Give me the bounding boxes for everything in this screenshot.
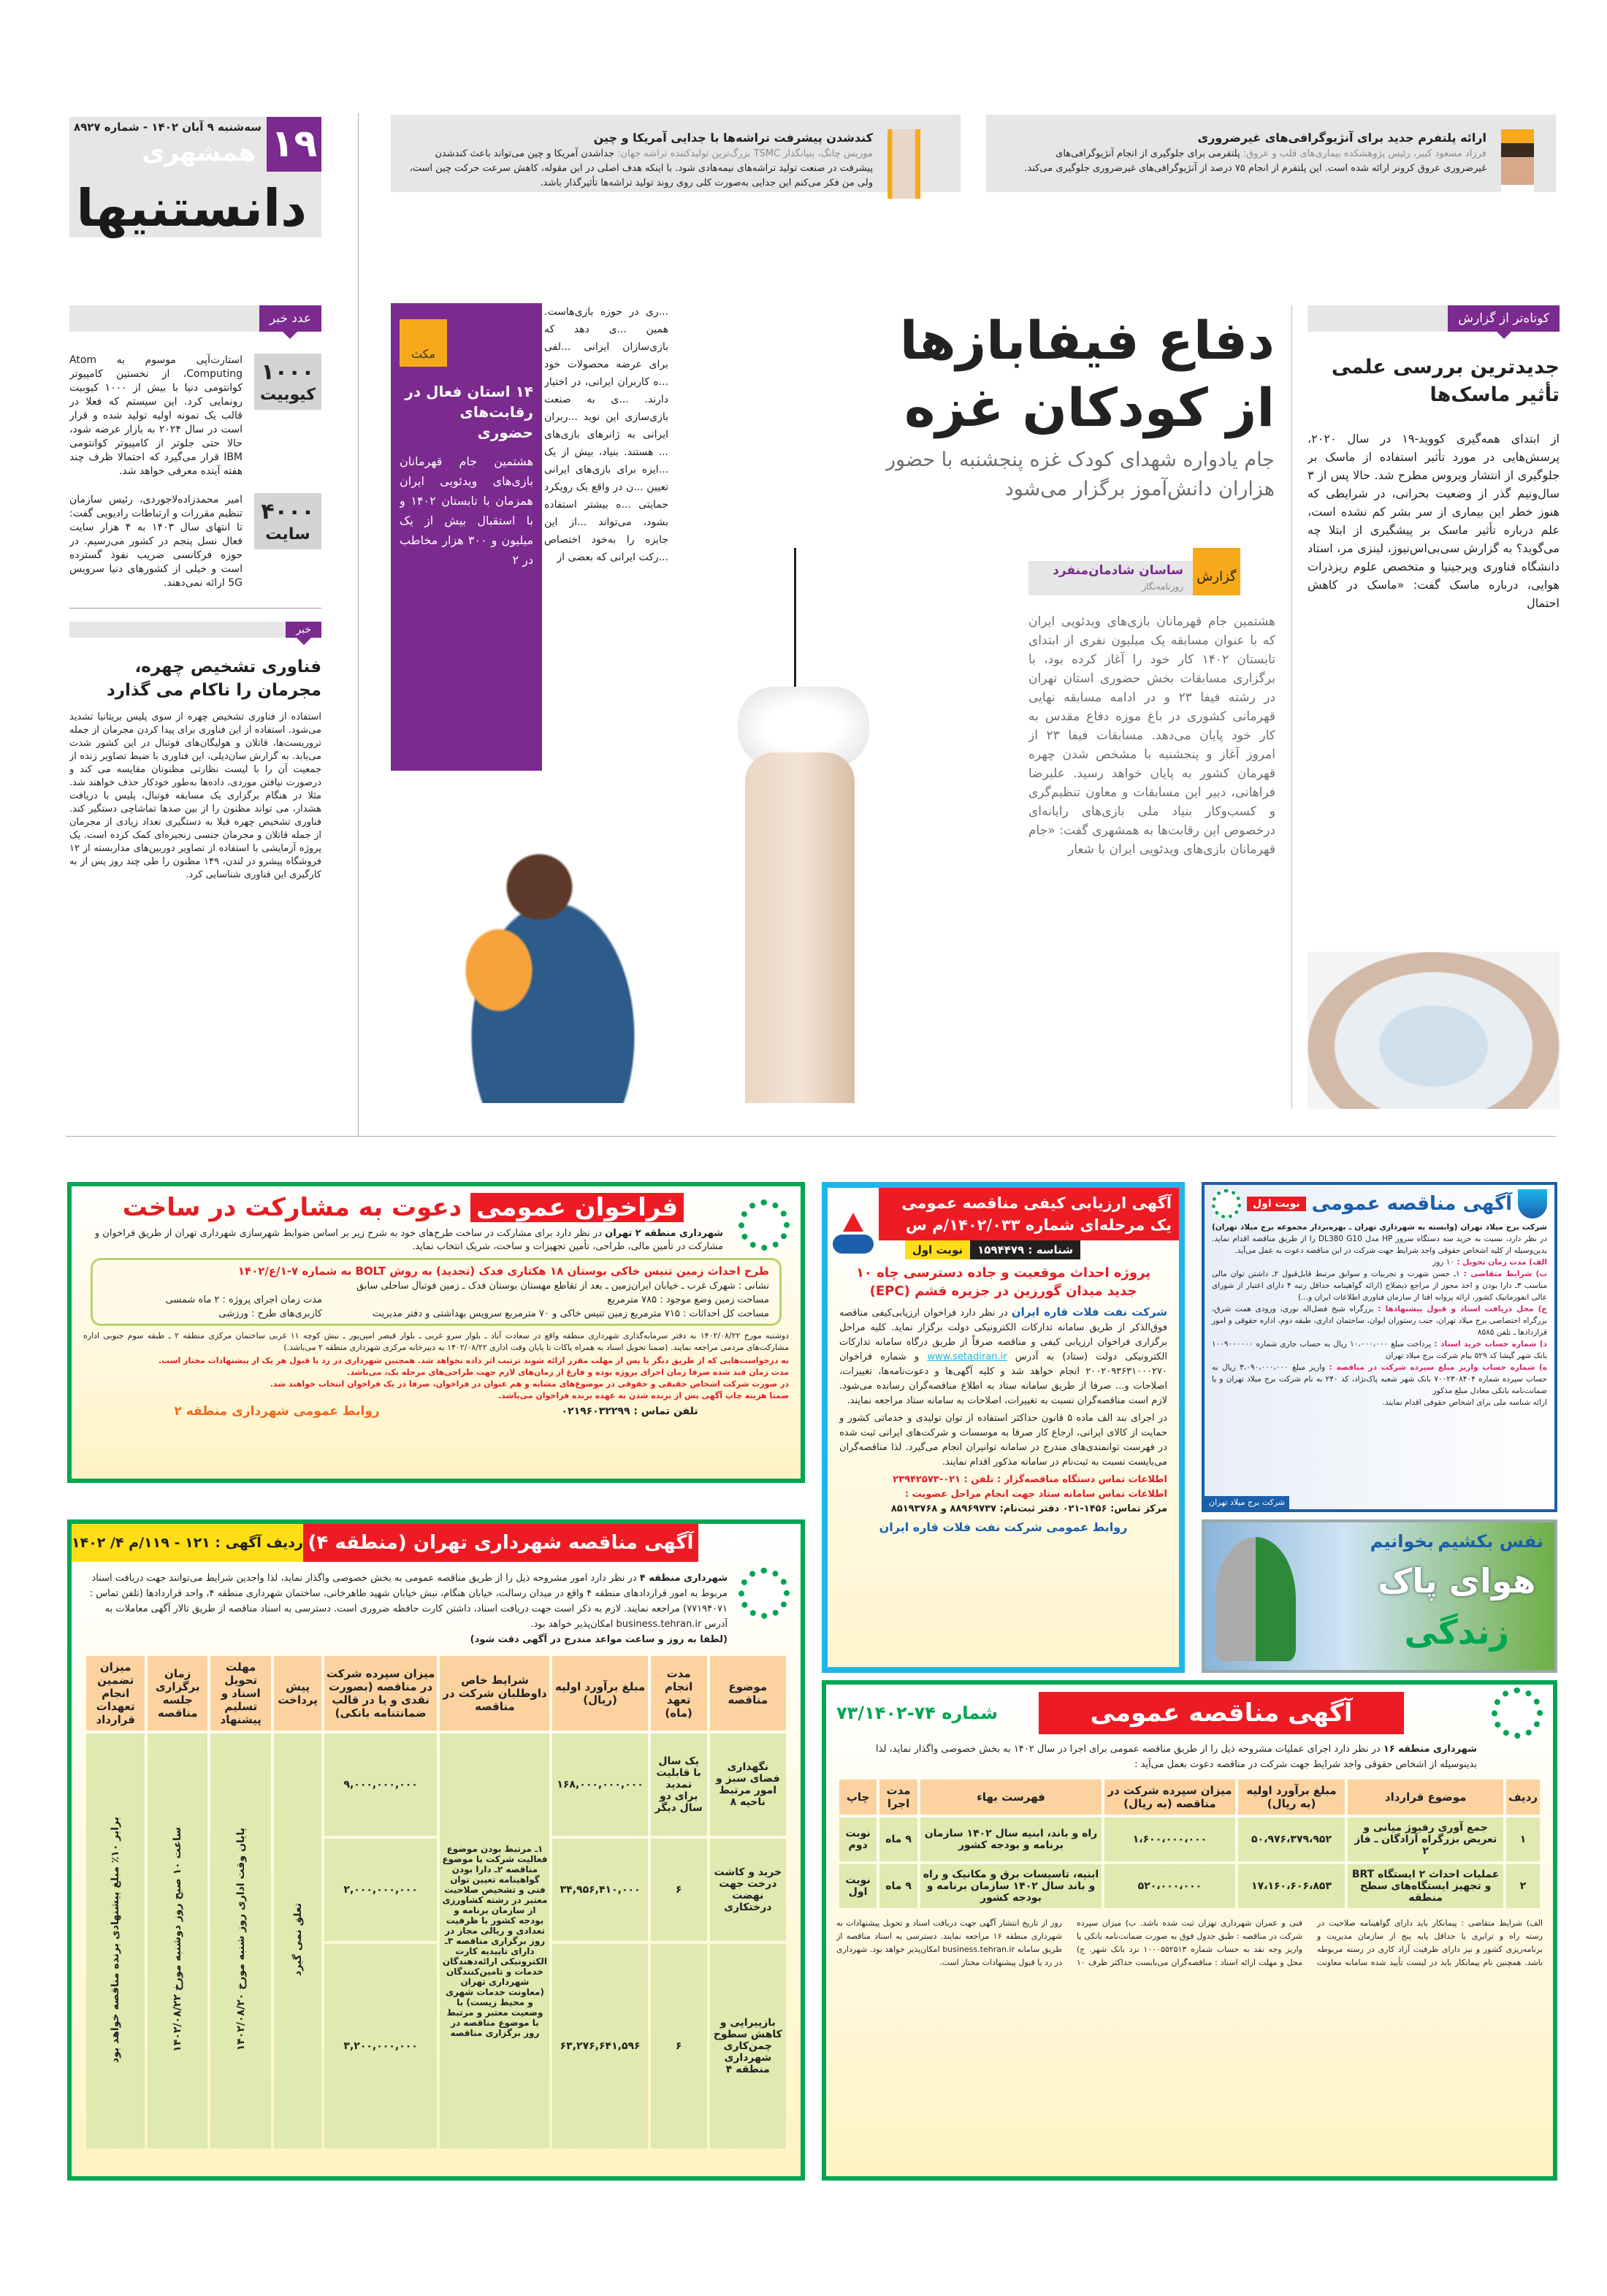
table-row xyxy=(86,1734,786,1836)
ad-clean-air: نفس بکشیم بخوانیم هوای پاک زندگی xyxy=(1202,1519,1557,1673)
table-cell: ۳,۲۰۰,۰۰۰,۰۰۰ xyxy=(324,1944,438,2148)
tender-condition xyxy=(1212,1303,1547,1338)
tehran-municipality-logo xyxy=(738,1200,790,1251)
sidebar-body: هشتمین جام قهرمانان بازی‌های ویدئویی ایران همزمان با تابستان ۱۴۰۲ و با استقبال بیش از یک میلیون و ۳۰۰ هزار مخاطب در ۲ xyxy=(400,454,533,567)
table-cell: نوبت دوم xyxy=(839,1818,877,1861)
table-cell: ۵۲۰،۰۰۰،۰۰۰ xyxy=(1104,1864,1235,1908)
issue-date: سه‌شنبه ۹ آبان ۱۴۰۲ - شماره ۸۹۲۷ xyxy=(73,121,262,134)
mask-photo xyxy=(1308,952,1560,1109)
table-header: پیش پرداخت xyxy=(274,1656,321,1731)
table-cell: ۹ ماه xyxy=(879,1864,917,1908)
table-cell: ۹ ماه xyxy=(879,1818,917,1861)
table-header: میزان سپرده شرکت در مناقصه (به ریال) xyxy=(1104,1780,1235,1815)
table-cell: ۶۳,۲۷۶,۶۴۱,۵۹۶ xyxy=(552,1944,647,2148)
table-header: مدت اجرا xyxy=(879,1780,917,1815)
table-header: فهرست بهاء xyxy=(920,1780,1102,1815)
table-cell: ۲ xyxy=(1506,1864,1540,1908)
table-cell: ابنیه، تاسیسات برق و مکانیک و راه و باند سال ۱۴۰۲ سازمان برنامه و بودجه کشور xyxy=(920,1864,1102,1908)
table-cell: نگهداری فضای سبز و امور مرتبط ناحیه ۸ xyxy=(710,1734,786,1836)
condition-label: ج) محل دریافت اسناد و قبول پیشنهادها : xyxy=(1378,1305,1547,1313)
table-header: مبلغ برآورد اولیه (به ریال) xyxy=(1238,1780,1345,1815)
table-cell: ۵۰،۹۷۶،۳۷۹،۹۵۲ xyxy=(1238,1818,1345,1861)
main-headline: دفاع فیفابازها از کودکان غزه جام یادواره شهدای کودک غزه پنجشنبه با حضور هزاران دانش‌آموز برگزار می‌شود xyxy=(840,307,1275,504)
number-item: ۴۰۰۰ سایت امیر محمدزاده‌لاجوردی، رئیس سازمان تنظیم مقررات و ارتباطات رادیویی گفت: تا انتهای سال ۱۴۰۳ به ۴ هزار سایت فعال نسل پنجم در کشور می‌رسیم. در حوزه فرکانسی ضریب نفوذ گسترده است و خیلی از کشورهای دنیا سرویس 5G ارائه نمی‌دهند. xyxy=(69,493,321,590)
table-header: مهلت تحویل اسناد و تسلیم پیشنهاد xyxy=(210,1656,271,1731)
table-cell: ۱،۶۰۰،۰۰۰،۰۰۰ xyxy=(1104,1818,1235,1861)
tehran-municipality-logo xyxy=(738,1568,790,1619)
item-title: کندشدن پیشرفت تراشه‌ها با جدایی آمریکا و چین xyxy=(593,131,873,145)
section-title: دانستنیها xyxy=(76,178,307,238)
father-son-illustration xyxy=(391,771,661,1103)
table-header: مبلغ برآورد اولیه (ریال) xyxy=(552,1656,647,1731)
byline xyxy=(1028,561,1240,595)
table-cell: ۹,۰۰۰,۰۰۰,۰۰۰ xyxy=(324,1734,438,1836)
ad-milad: آگهی مناقصه عمومی نوبت اول شرکت برج میلاد تهران (وابسته به شهرداری تهران ـ بهره‌بردار مجموعه برج میلاد تهران) در نظر دارد، نسبت به خرید سه دستگاه سرور HP مدل DL380 G10 را از طریق مناقصه اقدام نماید. بدین‌وسیله از کلیه اشخاص حقوقی واجد شرایط جهت شرکت در این مناقصه دعوت به عمل می‌آید. الف) مدت زمان تحویل : ۱۰ روز ب) شرایط متقاضی : ۱ـ حسن شهرت و تجربیات و سوابق مرتبط قابل‌قبول ۲ـ داشتن توان مالی مناسب ۳ـ دارا بودن و اخذ مجوز از مراجع ذیصلاح (ارائه گواهینامه حداقل رتبه ۴ دارای اعتبار از شورای عالی انفورماتیک کشور، ارائه پروانه افتا از سازمان فناوری اطلاعات ایران و...) ج) محل دریافت اسناد و قبول پیشنهادها : بزرگراه شیخ فضل‌اله نوری، ورودی همت شرق، بزرگراه اختصاصی برج میلاد تهران، جنب رستوران ایوان، ساختمان اداری، طبقه دوم، اداره حقوقی و امور قراردادها ـ تلفن ۸۵۸۵ د) شماره حساب خرید اسناد : پرداخت مبلغ ۱۰،۰۰۰،۰۰۰ ریال به حساب جاری شماره ۱۰۰۹۰۰۰۰۰۰ بانک شهر گیشا کد ۵۲۹ بنام شرکت برج میلاد تهران ه) شماره حساب واریز مبلغ سپرده شرکت در مناقصه : واریز مبلغ ۳،۰۹۰،۰۰۰،۰۰۰ ریال به حساب سپرده شماره ۷۰۰۲۳۰۸۴۰۴ بانک شهر شعبه پاک‌نژاد، کد ۲۴۰ به نام شرکت برج میلاد تهران و یا ضمانت‌نامه بانکی معادل مبلغ مذکور ارائه شناسه ملی برای اشخاص حقوقی اقدام نمایند. شرکت برج میلاد تهران xyxy=(1202,1182,1557,1512)
condition-label: ه) شماره حساب واریز مبلغ سپرده شرکت در مناقصه : xyxy=(1329,1363,1547,1372)
author-name: ساسان شادمان‌منفرد xyxy=(1053,563,1183,578)
condition-label: د) شماره حساب خرید اسناد : xyxy=(1434,1340,1547,1349)
table-cell: ۱۷،۱۶۰،۶۰۶،۸۵۳ xyxy=(1238,1864,1345,1908)
session-text: ساعت ۱۰ صبح روز دوشنبه مورخ ۱۴۰۲/۰۸/۲۲ xyxy=(172,1827,184,2052)
table-cell: ۶ xyxy=(651,1839,707,1941)
article-body: از ابتدای همه‌گیری کووید-۱۹ در سال ۲۰۲۰، پرسش‌هایی در مورد تأثیر استفاده از ماسک بر جلوگیری از انتشار ویروس مطرح شد. حالا پس از ۳ سال‌ونیم گذر از وضعیت بحرانی، در شرایطی که هنوز خطر این بیماری از سر بشر کم نشده است، علم درباره تأثیر ماسک بر پیشگیری از ابتلا چه می‌گوید؟ به گزارش سی‌بی‌اس‌نیوز، لینزی مر، استاد دانشگاه فناوری ویرجینیا و متخصص علوم ریزذرات هوایی، درباره ماسک گفت: «ماسک در کاهش احتمال xyxy=(1308,432,1560,610)
table-header: موضوع قرارداد xyxy=(1348,1780,1503,1815)
table-header: زمان برگزاری جلسه مناقصه xyxy=(148,1656,207,1731)
section-tag: عدد خبر xyxy=(259,305,321,332)
tender-table xyxy=(83,1653,789,2151)
portrait-photo xyxy=(888,129,920,199)
item-body: پلتفرمی برای جلوگیری از انجام آنژیوگرافی‌های غیرضروری عروق کرونر ارائه شده است. این پلتفرم از انجام ۷۵ درصد از آنژیوگرافی‌های غیرضروری جلوگیری می‌کند. xyxy=(1024,148,1486,174)
item-title: ارائه پلتفرم جدید برای آنژیوگرافی‌های غیرضروری xyxy=(1197,131,1486,145)
guarantee-text: برابر ۱۰٪ مبلغ پیشنهادی برنده مناقصه خواهد بود xyxy=(110,1816,122,2063)
article-title: جدیدترین بررسی علمی تأثیر ماسک‌ها xyxy=(1331,356,1560,406)
table-cell: ۶ xyxy=(651,1944,707,2148)
session-cell xyxy=(148,1734,207,2148)
condition-text: بزرگراه شیخ فضل‌اله نوری، ورودی همت شرق، بزرگراه اختصاصی برج میلاد تهران، جنب رستوران ایوان، ساختمان اداری، طبقه دوم، اداره حقوقی و امور قراردادها ـ تلفن ۸۵۸۵ xyxy=(1212,1305,1547,1337)
table-header: ردیف xyxy=(1506,1780,1540,1815)
sidebar-title: ۱۴ استان فعال در رقابت‌های حضوری xyxy=(405,383,533,441)
condition-text: پرداخت مبلغ ۱۰،۰۰۰،۰۰۰ ریال به حساب جاری شماره ۱۰۰۹۰۰۰۰۰۰ بانک شهر گیشا کد ۵۲۹ بنام شرکت برج میلاد تهران xyxy=(1212,1340,1547,1360)
main-subtitle: جام یادواره شهدای کودک غزه پنجشنبه با حضور هزاران دانش‌آموز برگزار می‌شود xyxy=(885,449,1275,500)
deadline-text: پایان وقت اداری روز شنبه مورخ ۱۴۰۲/۰۸/۲۰ xyxy=(234,1828,247,2051)
table-cell: ۱ xyxy=(1506,1818,1540,1861)
main-body-col1: هشتمین جام قهرمانان بازی‌های ویدئویی ایران که با عنوان مسابقه یک میلیون نفری از ابتدای تابستان ۱۴۰۲ کار خود را آغاز کرده بود، با برگزاری مسابقات بخش حضوری استان تهران در رشته فیفا ۲۳ و در ادامه مسابقه نهایی قهرمانی کشوری در باغ موزه دفاع مقدس به کار خود پایان می‌دهد. مسابقات فیفا ۲۳ از امروز آغاز و پنجشنبه با مشخص شدن چهره قهرمان کشور به پایان خواهد رسید. علیرضا فراهانی، دبیر این مسابقات و معاون تنظیم‌گری و کسب‌وکار بنیاد ملی بازی‌های رایانه‌ای درخصوص این رقابت‌ها به همشهری گفت: «جام قهرمانان بازی‌های ویدئویی ایران با شعار xyxy=(1028,614,1275,857)
left-column xyxy=(69,305,321,882)
main-body-col3: ...ری در حوزه بازی‌هاست. همین ...ی دهد که بازی‌سازان ایرانی ...لفی برای عرضه محصولات خود ...ه کاربران ایرانی، در اختیار دارند. ...ی به صنعت بازی‌سازی این نوید ...ربران ایرانی به ژانرهای بازی‌های ... هستند. بنیاد، بیش از یک ...ایزه برای بازی‌های ایرانی تعیین ...ن در واقع یک رویکرد حمایتی ...ه بیشتر استفاده بشود، می‌تواند ...از این جایزه را به‌خود اختصاص ...رکت ایرانی که بعضی از xyxy=(544,306,668,563)
condition-text: واریز مبلغ ۳،۰۹۰،۰۰۰،۰۰۰ ریال به حساب سپرده شماره ۷۰۰۲۳۰۸۴۰۴ بانک شهر شعبه پاک‌نژاد، کد ۲۴۰ به نام شرکت برج میلاد تهران و یا ضمانت‌نامه بانکی معادل مبلغ مذکور xyxy=(1212,1363,1547,1395)
table-header: مدت انجام تعهد (ماه) xyxy=(651,1656,707,1731)
table-cell: ۲,۰۰۰,۰۰۰,۰۰۰ xyxy=(324,1839,438,1941)
table-header: میزان تضمین انجام تعهدات قرارداد xyxy=(86,1656,145,1731)
milad-logo xyxy=(1518,1189,1547,1218)
divider xyxy=(358,113,359,1136)
deadline-cell xyxy=(210,1734,271,2148)
ad-region4: آگهی مناقصه شهرداری تهران (منطقه ۴) ردیف آگهی : ۱۲۱ - ۱۱۹/م ۴/ ۱۴۰۲ شهرداری منطقه ۴ در نظر دارد امور مشروحه ذیل را از طریق مناقصه عمومی به بخش خصوصی واگذار نماید، لذا واجدین شرایط می‌توانند جهت دریافت اسناد مربوط به امور قراردادهای منطقه ۴ واقع در میدان رسالت، خیابان هنگام، نبش خیابان شهید طاهرخانی، ساختمان شهرداری منطقه ۴، واحد قراردادها (تلفن تماس : ۷۷۱۹۴۰۷۱) مراجعه نمایند. لازم به ذکر است جهت دریافت اسناد، داشتن کارت حافظه ضروری است. دسترسی به اسناد مناقصه از طریق تالار آگهی معاملات به آدرس business.tehran.ir امکان‌پذیر خواهد بود. (لطفا به روز و ساعت مواعد مندرج در آگهی دقت شود) موضوع مناقصه مدت انجام تعهد (ماه) مبلغ برآورد اولیه (ریال) شرایط خاص داوطلبان شرکت در مناقصه میزان سپرده شرکت در مناقصه (بصورت نقدی و یا در قالب ضمانتنامه بانکی) پیش پرداخت مهلت تحویل اسناد و تسلیم پیشنهاد زمان برگزاری جلسه مناقصه میزان تضمین انجام تعهدات قرارداد نگهداری فضای سبز و امور مرتبط ناحیه ۸ یک سال با قابلیت تمدید برای دو سال دیگر ۱۶۸,۰۰۰,۰۰۰,۰۰۰ ۱ـ مرتبط بودن موضوع فعالیت شرکت با موضوع مناقصه ۲ـ دارا بودن گواهینامه تعیین توان فنی و تشخیص صلاحیت معتبر در رشته کشاورزی از سازمان برنامه و بودجه کشور با ظرفیت تعدادی و ریالی مجاز در روز برگزاری مناقصه ۳ـ دارای تاییدیه کارت الکترونیکی ارائه‌دهندگان خدمات و تامین‌کنندگان شهرداری تهران (معاونت خدمات شهری و محیط زیست) با وضعیت معتبر و مرتبط با موضوع مناقصه در روز برگزاری مناقصه ۹,۰۰۰,۰۰۰,۰۰۰ تعلق نمی گیرد پایان وقت اداری روز شنبه مورخ ۱۴۰۲/۰۸/۲۰ ساعت ۱۰ صبح روز دوشنبه مورخ ۱۴۰۲/۰۸/۲۲ برابر ۱۰٪ مبلغ پیشنهادی برنده مناقصه خواهد بود خرید و کاشت درخت جهت نهضت درختکاری ۶ ۳۴,۹۵۶,۴۱۰,۰۰۰ ۲,۰۰۰,۰۰۰,۰۰۰ بازپیرایی و کاهش سطوح چمن‌کاری شهرداری منطقه ۴ ۶ ۶۳,۲۷۶,۶۴۱,۵۹۶ ۳,۲۰۰,۰۰۰,۰۰۰ xyxy=(67,1519,805,2181)
news-tag: خبر xyxy=(286,622,321,638)
author-role: روزنامه‌نگار xyxy=(1142,581,1183,592)
item-source: موریس چانگ، بنیانگذار TSMC بزرگ‌ترین تولیدکننده تراشه جهان: xyxy=(617,148,873,159)
tender-condition xyxy=(1212,1338,1547,1362)
nioc-logo xyxy=(831,1202,875,1268)
table-header: موضوع مناقصه xyxy=(710,1656,786,1731)
table-cell: عملیات احداث ۲ ایستگاه BRT و تجهیز ایستگاه‌های سطح منطقه xyxy=(1348,1864,1503,1908)
prepayment-text: تعلق نمی گیرد xyxy=(291,1903,304,1976)
ad-region16: آگهی مناقصه عمومی شماره ۷۴-۷۳/۱۴۰۲ شهرداری منطقه ۱۶ در نظر دارد اجرای عملیات مشروحه ذیل را از طریق مناقصه عمومی برای اجرا در سال ۱۴۰۲ به بخش خصوصی واگذار نماید، لذا بدینوسیله از اشخاص حقوقی واجد شرایط جهت شرکت در مناقصه دعوت بعمل می‌آید : ردیف موضوع قرارداد مبلغ برآورد اولیه (به ریال) میزان سپرده شرکت در مناقصه (به ریال) فهرست بهاء مدت اجرا چاپ ۱ جمع آوری رفیوژ میانی و تعریض بزرگراه آزادگان ـ فاز ۲ ۵۰،۹۷۶،۳۷۹،۹۵۲ ۱،۶۰۰،۰۰۰،۰۰۰ راه و باند، ابنیه سال ۱۴۰۲ سازمان برنامه و بودجه کشور ۹ ماه نوبت دوم ۲ عملیات احداث ۲ ایستگاه BRT و تجهیز ایستگاه‌های سطح منطقه ۱۷،۱۶۰،۶۰۶،۸۵۳ ۵۲۰،۰۰۰،۰۰۰ ابنیه، تاسیسات برق و مکانیک و راه و باند سال ۱۴۰۲ سازمان برنامه و بودجه کشور ۹ ماه نوبت اول الف) شرایط متقاضی : پیمانکار باید دارای گواهینامه صلاحیت در رسته راه و ترابری یا حداقل پایه پنج از سازمان مدیریت و برنامه‌ریزی کشور و نیز دارای ظرفیت آزاد کاری در رسته مربوطه باشد. همچنین نام پیمانکار باید در لیست تأیید شده سامانه معاونت فنی و عمران شهرداری تهران ثبت شده باشد. ب) میزان سپرده شرکت در مناقصه : طبق جدول فوق به صورت ضمانت‌نامه بانکی یا واریز وجه نقد به حساب شماره ۱۰۰۰۵۵۲۵۱۳ نزد بانک شهر. ج) محل و مهلت ارائه اسناد : مناقصه‌گران می‌بایست حداکثر ظرف ۱۰ روز از تاریخ انتشار آگهی جهت دریافت اسناد و تحویل پیشنهادات به شهرداری منطقه ۱۶ مراجعه نمایند. دسترسی به اسناد مناقصه از طریق سامانه business.tehran.ir امکان‌پذیر خواهد بود. شهرداری در رد یا قبول پیشنهادات مختار است. xyxy=(822,1680,1557,2181)
news-title: فناوری تشخیص چهره، مجرمان را ناکام می گذارد xyxy=(106,657,321,700)
tender-table xyxy=(836,1777,1543,1911)
table-cell: یک سال با قابلیت تمدید برای دو سال دیگر xyxy=(651,1734,707,1836)
table-cell: راه و باند، ابنیه سال ۱۴۰۲ سازمان برنامه و بودجه کشور xyxy=(920,1818,1102,1861)
table-header: چاپ xyxy=(839,1780,877,1815)
masthead xyxy=(69,117,321,241)
condition-label: ب) شرایط متقاضی : xyxy=(1463,1270,1548,1278)
tender-condition xyxy=(1212,1256,1547,1268)
setadiran-link[interactable]: www.setadiran.ir xyxy=(927,1351,1007,1362)
tender-condition xyxy=(1212,1362,1547,1397)
item-body: جداشدن آمریکا و چین می‌تواند باعث کندشدن پیشرفت در صنعت تولید تراشه‌های نیمه‌هادی شود. با اینکه هدف اصلی در این مقوله، کاهش سرعت حرکت چین است، ولی من فکر می‌کنم این جدایی به‌صورت کلی روی روند تولید تراشه‌ها تأثیرگذار باشد. xyxy=(409,148,873,188)
prepayment-cell xyxy=(274,1734,321,2148)
condition-label: الف) مدت زمان تحویل : xyxy=(1457,1258,1547,1267)
right-column xyxy=(1308,305,1560,1109)
condition-text: ۱ـ حسن شهرت و تجربیات و سوابق مرتبط قابل‌قبول ۲ـ داشتن توان مالی مناسب ۳ـ دارا بودن و اخذ مجوز از مراجع ذیصلاح (ارائه گواهینامه حداقل رتبه ۴ دارای اعتبار از شورای عالی انفورماتیک کشور، ارائه پروانه افتا از سازمان فناوری اطلاعات ایران و...) xyxy=(1212,1270,1547,1302)
tree-head-image xyxy=(1215,1537,1296,1661)
table-cell: ۳۴,۹۵۶,۴۱۰,۰۰۰ xyxy=(552,1839,647,1941)
section-tag: کوتاه‌تر از گزارش xyxy=(1448,305,1560,332)
tender-condition xyxy=(1212,1268,1547,1303)
table-cell: خرید و کاشت درخت جهت نهضت درختکاری xyxy=(710,1839,786,1941)
table-cell: جمع آوری رفیوژ میانی و تعریض بزرگراه آزادگان ـ فاز ۲ xyxy=(1348,1818,1503,1861)
news-body: استفاده از فناوری تشخیص چهره از سوی پلیس بریتانیا تشدید می‌شود. استفاده از این فناوری برای پیدا کردن مجرمان از جمله تروریست‌ها، قاتلان و هولیگان‌های فوتبال در این کشور شدت می‌یابد. به گزارش سان‌دیلی، این فناوری با ضبط تصاویر زنده از جمعیت آن را با لیست نظارتی مظنونان مقایسه می کند و درصورت نیافتن موردی، داده‌ها به‌طور خودکار حذف خواهند شد. مثلا در هنگام برگزاری یک مسابقه فوتبال، پلیس با دریافت هشدار، می تواند مظنون را از بین صدها تماشاچی دستگیر کند. فناوری تشخیص چهره قبلا به دستگیری تعداد زیادی از مجرمان از جمله قاتلان و مجرمان جنسی زنجیره‌ای کمک کرده است. یک پروژه آزمایشی با استفاده از تصاویر دوربین‌های مداربسته از ۱۲ فروشگاه پیشرو در لندن، ۱۴۹ مظنون را طی چند روز پس از به کارگیری این فناوری شناسایی کرد. xyxy=(69,712,321,880)
ad-oil: آگهی ارزیابی کیفی مناقصه عمومی یک مرحله‌ای شماره ۱۴۰۲/۰۳۳/م س شناسه : ۱۵۹۴۴۷۹ نوبت اول پروژه احداث موقعیت و جاده دسترسی چاه ۱۰ جدید میدان گورزین در جزیره قشم (EPC) شرکت نفت فلات قاره ایران در نظر دارد فراخوان ارزیابی‌کیفی مناقصه فوق‌الذکر از طریق سامانه تدارکات الکترونیکی دولت برگزار نماید. کلیه مراحل برگزاری فراخوان ارزیابی کیفی و مناقصه صرفاً از طریق درگاه سامانه تدارکات الکترونیکی دولت (ستاد) به آدرس www.setadiran.ir و شماره فراخوان ۲۰۰۲۰۹۳۶۳۱۰۰۰۲۷۰ انجام خواهد شد و کلیه آگهی‌ها و دعوت‌نامه‌ها، تغییرات، اصلاحات و... صرفا از طریق سامانه ستاد به اطلاع مناقصه‌گران رسانده می‌شود. لازم است مناقصه‌گران نسبت به تغییرات، اصلاحات به سامانه ستاد مراجعه نمایند. در اجرای بند الف ماده ۵ قانون حداکثر استفاده از توان تولیدی و خدماتی کشور و حمایت از کالای ایرانی، ارجاع کار صرفا به موسسات و شرکت‌های ایرانی ثبت شده در فهرست توانمندی‌های مندرج در سامانه توانیران انجام می‌گیرد. لذا مناقصه‌گران می‌بایست نسبت به ثبت‌نام در سامانه مذکور اقدام نمایند. اطلاعات تماس دستگاه مناقصه‌گزار : تلفن : ۰۲۱-۲۳۹۴۲۵۷۳ اطلاعات تماس سامانه ستاد جهت انجام مراحل عضویت : مرکز تماس: ۱۴۵۶-۰۲۱ دفتر ثبت‌نام: ۸۸۹۶۹۷۳۷ و ۸۵۱۹۳۷۶۸ روابط عمومی شرکت نفت فلات قاره ایران xyxy=(822,1182,1185,1673)
table-cell: بازپیرایی و کاهش سطوح چمن‌کاری شهرداری منطقه ۴ xyxy=(710,1944,786,2148)
condition-text: ۱۰ روز xyxy=(1432,1258,1454,1267)
guarantee-cell xyxy=(86,1734,145,2148)
sidebar-box xyxy=(391,303,542,771)
ad-notes: به درخواست‌هایی که از طریق دیگر یا پس از مهلت مقرر ارائه شوند ترتیب اثر داده نخواهد شد. همچنین شهرداری در رد یا قبول هر یک از پیشنهادات مختار است. مدت زمان قید شده صرفا زمان اجرای پروژه بوده و فارغ از زمان‌های لازم جهت طراحی‌های مرحله یک، می‌باشد. در صورت شرکت اشخاص حقیقی و حقوقی در موضوع‌های مشابه و هم عنوان در فراخوان، صرفا در یک فراخوان انتخاب خواهند شد. ضمنا هزینه چاپ آگهی پس از برنده شدن به عهده برنده فراخوان می‌باشد. xyxy=(158,1356,789,1400)
conditions-cell: ۱ـ مرتبط بودن موضوع فعالیت شرکت با موضوع مناقصه ۲ـ دارا بودن گواهینامه تعیین توان فنی و تشخیص صلاحیت معتبر در رشته کشاورزی از سازمان برنامه و بودجه کشور با ظرفیت تعدادی و ریالی مجاز در روز برگزاری مناقصه ۳ـ دارای تاییدیه کارت الکترونیکی ارائه‌دهندگان خدمات و تامین‌کنندگان شهرداری تهران (معاونت خدمات شهری و محیط زیست) با وضعیت معتبر و مرتبط با موضوع مناقصه در روز برگزاری مناقصه xyxy=(440,1734,549,2148)
table-header: میزان سپرده شرکت در مناقصه (بصورت نقدی و یا در قالب ضمانتنامه بانکی) xyxy=(324,1656,438,1731)
top-item-chips[interactable] xyxy=(391,115,961,192)
sidebar-tag: مکث xyxy=(400,319,447,367)
item-source: فرزاد مسعود کبیر، رئیس پژوهشکده بیماری‌های قلب و عروق: xyxy=(1243,148,1486,159)
table-row xyxy=(839,1864,1540,1908)
paper-logo: همشهری xyxy=(142,138,256,167)
table-header: شرایط خاص داوطلبان شرکت در مناقصه xyxy=(440,1656,549,1731)
page-number: ۱۹ xyxy=(267,117,321,172)
ad-region2: فراخوان عمومی دعوت به مشارکت در ساخت شهرداری منطقه ۲ تهران در نظر دارد برای مشارکت در ساخت طرح‌های خود به شرح زیر بر اساس ضوابط شهرسازی شهرداری تهران از طریق فراخوان و مشارکت در تأمین مالی، طراحی، تأمین تجهیزات و ساخت، شریک انتخاب نماید. طرح احداث زمین تنیس خاکی بوستان ۱۸ هکتاری فدک (تجدید) به روش BOLT به شماره ۷-۱/ع/۱۴۰۲ نشانی : شهرک غرب ـ خیابان ایران‌زمین ـ بعد از تقاطع مهستان بوستان فدک ـ زمین فوتبال ساحلی سابق مساحت زمین وضع موجود : ۷۸۵ مترمربع مساحت کل احداثات : ۷۱۵ مترمربع زمین تنیس خاکی و ۷۰ مترمربع سرویس بهداشتی و دفتر مدیریت مدت زمان اجرای پروژه : ۲ ماه شمسی کاربری‌های طرح : ورزشی دوشنبه مورخ ۱۴۰۲/۰۸/۲۲ به دفتر سرمایه‌گذاری شهرداری منطقه واقع در سعادت آباد ـ بلوار سرو غربی ـ بلوار قیصر امین‌پور ـ نبش کوچه ۱۱ غربی ساختمان مرکزی منطقه ۲ ـ طبقه سوم جنوبی اداره مشارکت‌های مردمی مراجعه نمایند. (ضمنا تحویل اسناد به همراه پاکات تا پایان وقت اداری ۱۴۰۲/۰۸/۲۲ به دبیرخانه مرکزی شهرداری منطقه ۲ می‌باشد.) به درخواست‌هایی که از طریق دیگر یا پس از مهلت مقرر ارائه شوند ترتیب اثر داده نخواهد شد. همچنین شهرداری در رد یا قبول هر یک از پیشنهادات مختار است. مدت زمان قید شده صرفا زمان اجرای پروژه بوده و فارغ از زمان‌های لازم جهت طراحی‌های مرحله یک، می‌باشد. در صورت شرکت اشخاص حقیقی و حقوقی در موضوع‌های مشابه و هم عنوان در فراخوان، صرفا در یک فراخوان انتخاب خواهند شد. ضمنا هزینه چاپ آگهی پس از برنده شدن به عهده برنده فراخوان می‌باشد. تلفن تماس : ۰۲۱۹۶۰۳۲۲۹۹ روابط عمومی شهرداری منطقه ۲ xyxy=(67,1182,805,1483)
kicker: گزارش xyxy=(1193,548,1240,595)
table-cell: نوبت اول xyxy=(839,1864,877,1908)
number-item: ۱۰۰۰ کیوبیت استارت‌آپی موسوم به Atom Computing، از نخستین کامپیوتر کوانتومی دنیا با بیش از ۱۰۰۰ کیوبیت رونمایی کرد. این سیستم که فعلا در قالب یک نمونه اولیه تولید شده و قرار است در سال ۲۰۲۴ به بازار عرضه شود، حالا حتی جلوتر از کامپیوتر کوانتومی IBM قرار می‌گیرد که احتمالا ظرف چند هفته آینده معرفی خواهد شد. xyxy=(69,354,321,478)
top-item-angiography[interactable] xyxy=(986,115,1556,192)
table-cell: ۱۶۸,۰۰۰,۰۰۰,۰۰۰ xyxy=(552,1734,647,1836)
portrait-photo xyxy=(1501,129,1534,199)
table-row xyxy=(839,1818,1540,1861)
hand-controller-photo xyxy=(643,526,920,1103)
